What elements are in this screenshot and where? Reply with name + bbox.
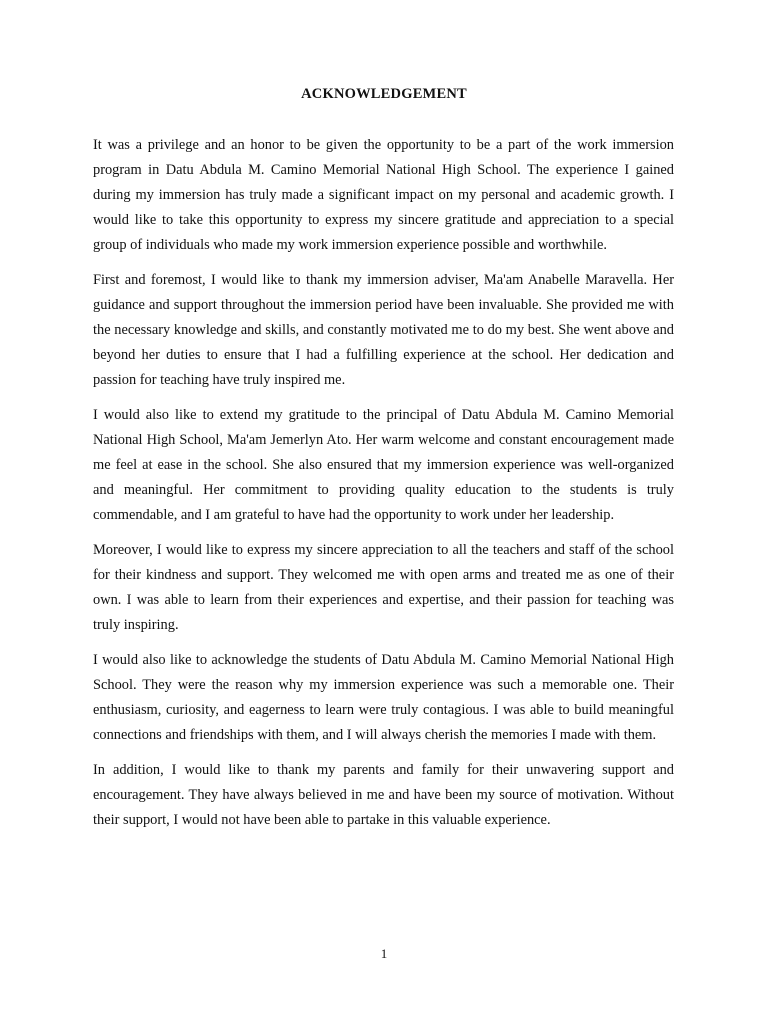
paragraph-family: In addition, I would like to thank my parents and family for their unwavering support and encouragement. They have always believed in me and have been my source of motivation. Without their support, I would not have been able to partake in this valuable experience.	[93, 762, 674, 828]
paragraph-intro: It was a privilege and an honor to be given the opportunity to be a part of the work immersion program in Datu Abdula M. Camino Memorial National High School. The experience I gained during my immersion has truly made a significant impact on my personal and academic growth. I would like to take this opportunity to express my sincere gratitude and appreciation to a special group of individuals who made my work immersion experience possible and worthwhile.	[93, 137, 674, 253]
page-title: ACKNOWLEDGEMENT	[301, 86, 467, 102]
page-number: 1	[380, 946, 388, 961]
document-body	[93, 133, 674, 843]
paragraph-teachers: Moreover, I would like to express my sincere appreciation to all the teachers and staff of the school for their kindness and support. They welcomed me with open arms and treated me as one of their own. I was able to learn from their experiences and expertise, and their passion for teaching was truly inspiring.	[93, 542, 674, 633]
paragraph-adviser: First and foremost, I would like to thank my immersion adviser, Ma'am Anabelle Maravella. Her guidance and support throughout the immersion period have been invaluable. She provided me with the necessary knowledge and skills, and constantly motivated me to do my best. She went above and beyond her duties to ensure that I had a fulfilling experience at the school. Her dedication and passion for teaching have truly inspired me.	[93, 272, 674, 388]
paragraph-students: I would also like to acknowledge the students of Datu Abdula M. Camino Memorial National High School. They were the reason why my immersion experience was such a memorable one. Their enthusiasm, curiosity, and eagerness to learn were truly contagious. I was able to build meaningful connections and friendships with them, and I will always cherish the memories I made with them.	[93, 652, 674, 743]
paragraph-principal: I would also like to extend my gratitude to the principal of Datu Abdula M. Camino Memorial National High School, Ma'am Jemerlyn Ato. Her warm welcome and constant encouragement made me feel at ease in the school. She also ensured that my immersion experience was well-organized and meaningful. Her commitment to providing quality education to the students is truly commendable, and I am grateful to have had the opportunity to work under her leadership.	[93, 407, 674, 523]
